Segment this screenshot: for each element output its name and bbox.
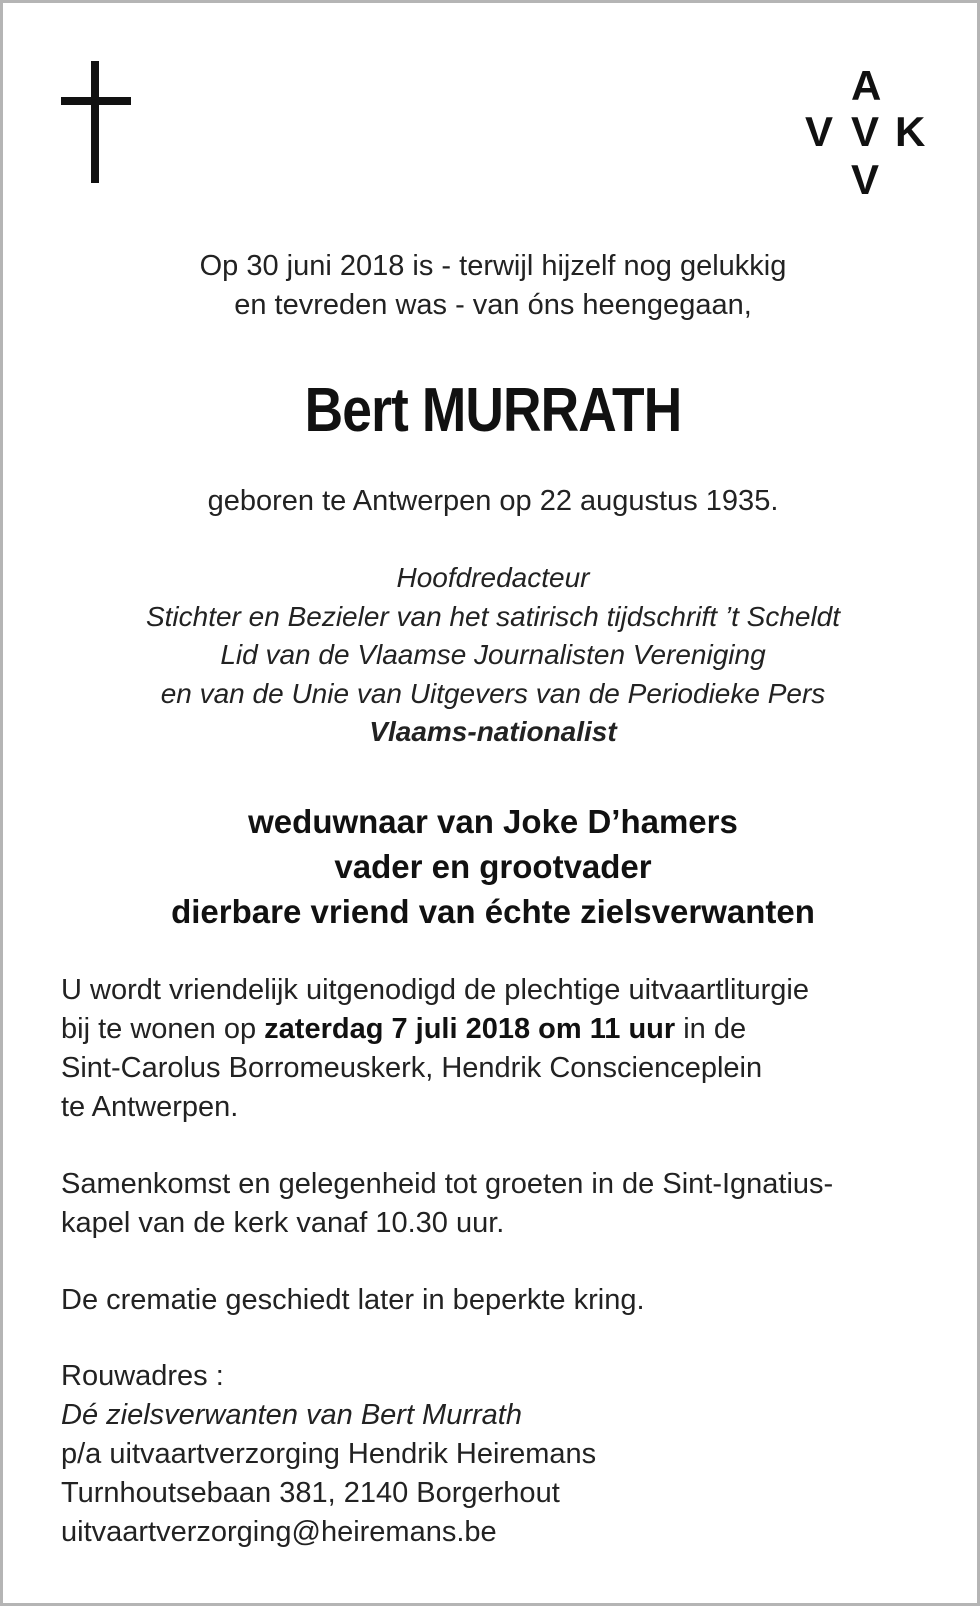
invitation-paragraph (61, 971, 951, 1127)
address-line: Dé zielsverwanten van Bert Murrath (61, 1399, 522, 1431)
titles-block (3, 559, 980, 752)
relation-line: vader en grootvader (334, 848, 652, 885)
gathering-line: Samenkomst en gelegenheid tot groeten in de Sint-Ignatius- (61, 1168, 834, 1200)
deceased-name: Bert MURRATH (304, 376, 682, 445)
intro-line: Op 30 juni 2018 is - terwijl hijzelf nog gelukkig (199, 250, 787, 282)
gathering-line: kapel van de kerk vanaf 10.30 uur. (61, 1207, 505, 1239)
invitation-line (61, 1010, 951, 1049)
relation-line: weduwnaar van Joke D’hamers (248, 803, 738, 840)
invitation-text: in de (675, 1013, 747, 1045)
title-line: en van de Unie van Uitgevers van de Periodieke Pers (160, 677, 826, 709)
avvk-logo (803, 59, 926, 203)
funeral-date: zaterdag 7 juli 2018 om 11 uur (264, 1013, 676, 1045)
address-line: p/a uitvaartverzorging Hendrik Heiremans (61, 1438, 597, 1470)
intro-line: en tevreden was - van óns heengegaan, (234, 289, 752, 321)
intro-text (3, 247, 980, 325)
title-line: Stichter en Bezieler van het satirisch tijdschrift ’t Scheldt (145, 600, 841, 632)
logo-letter: A (851, 62, 882, 109)
invitation-line: Sint-Carolus Borromeuskerk, Hendrik Conscienceplein (61, 1052, 763, 1084)
invitation-line: U wordt vriendelijk uitgenodigd de plechtige uitvaartliturgie (61, 974, 809, 1006)
relation-line: dierbare vriend van échte zielsverwanten (171, 893, 815, 930)
email-address: uitvaartverzorging@heiremans.be (61, 1516, 497, 1548)
address-block (61, 1357, 951, 1552)
invitation-text: bij te wonen op (61, 1013, 265, 1045)
cross-icon (61, 61, 131, 183)
logo-letter: K (895, 108, 926, 155)
relations-block (3, 799, 980, 934)
title-line: Lid van de Vlaamse Journalisten Vereniging (220, 639, 766, 670)
logo-letter: V (805, 108, 834, 155)
gathering-paragraph (61, 1165, 951, 1243)
title-line: Hoofdredacteur (396, 562, 590, 593)
logo-letter: V (851, 156, 880, 203)
cremation-paragraph: De crematie geschiedt later in beperkte kring. (61, 1284, 645, 1316)
birth-line: geboren te Antwerpen op 22 augustus 1935. (207, 485, 779, 517)
address-label: Rouwadres : (61, 1360, 224, 1392)
title-line: Vlaams-nationalist (369, 716, 617, 747)
invitation-line: te Antwerpen. (61, 1091, 239, 1123)
logo-letter: V (851, 108, 880, 155)
address-line: Turnhoutsebaan 381, 2140 Borgerhout (61, 1477, 560, 1509)
